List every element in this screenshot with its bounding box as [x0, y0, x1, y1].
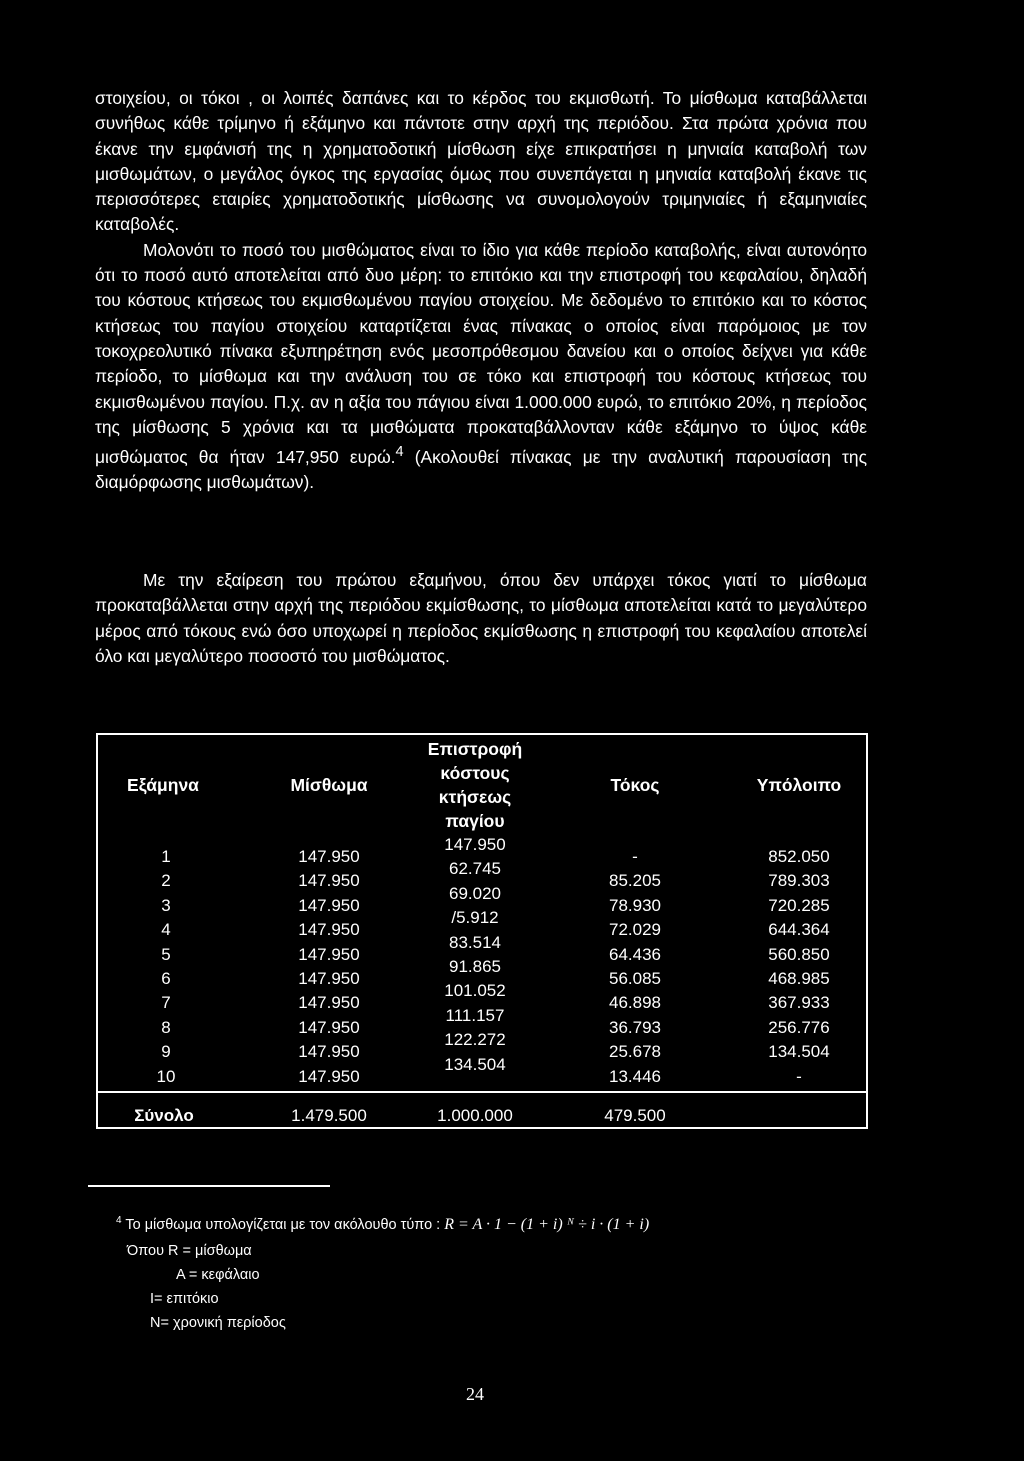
interest-cell: 46.898 [609, 993, 661, 1013]
period-cell: 1 [161, 847, 171, 866]
interest-cell: 72.029 [609, 920, 661, 940]
repayment-cell: /5.912 [451, 908, 499, 928]
repayment-cell: 62.745 [449, 859, 501, 879]
balance-cell: 134.504 [768, 1042, 830, 1062]
period-cell: 10 [156, 1066, 176, 1086]
payment-cell: 147.950 [298, 1066, 360, 1086]
paragraph-intro [95, 86, 867, 496]
period-cell: 4 [161, 920, 171, 940]
repayment-cell: 122.272 [444, 1030, 506, 1050]
payment-cell: 147.950 [298, 920, 360, 940]
total-interest: 479.500 [604, 1106, 666, 1125]
header-interest: Τόκος [610, 775, 660, 795]
paragraph-text: (Ακολουθεί πίνακας με την αναλυτική παρουσίαση της διαμόρφωσης μισθωμάτων). [95, 446, 867, 493]
footnote-formula: R = A · 1 − (1 + i) ᴺ ÷ i · (1 + i) [444, 1215, 650, 1233]
balance-cell: 367.933 [768, 993, 830, 1013]
payment-cell: 147.950 [298, 968, 360, 988]
header-balance: Υπόλοιπο [756, 775, 842, 795]
footnote-divider [88, 1185, 330, 1187]
period-cell: 5 [161, 944, 171, 964]
header-periods: Εξάμηνα [127, 775, 199, 795]
interest-cell: 36.793 [609, 1017, 661, 1037]
column-balance [744, 845, 854, 1089]
interest-cell: 85.205 [609, 871, 661, 891]
footnote-text: Το μίσθωμα υπολογίζεται με τον ακόλουθο τύπο : [125, 1216, 441, 1233]
paragraph-text: Με την εξαίρεση του πρώτου εξαμήνου, όπου δεν υπάρχει τόκος γιατί το μίσθωμα προκαταβάλλεται στην αρχή της περιόδου εκμίσθωσης, το μίσθωμα αποτελείται κατά το μεγαλύτερο μέρος από τόκους ενώ όσο υποχωρεί η περίοδος εκμίσθωσης η επιστροφή του κεφαλαίου αποτελεί όλο και μεγαλύτερο ποσοστό του μισθώματος. [95, 570, 867, 666]
paragraph-exception [95, 568, 867, 669]
header-repayment: Επιστροφή κόστους κτήσεως παγίου [427, 739, 523, 831]
repayment-cell: 83.514 [449, 932, 501, 952]
period-cell: 2 [161, 871, 171, 891]
interest-cell: 78.930 [609, 895, 661, 915]
interest-cell: - [632, 847, 638, 866]
interest-cell: 13.446 [609, 1066, 661, 1086]
period-cell: 3 [161, 895, 171, 915]
repayment-cell: 111.157 [445, 1005, 505, 1025]
header-payment: Μίσθωμα [290, 775, 368, 795]
paragraph-text: στοιχείου, οι τόκοι , οι λοιπές δαπάνες και το κέρδος του εκμισθωτή. Το μίσθωμα καταβάλλεται συνήθως κάθε τρίμηνο ή εξάμηνο και πάντοτε στην αρχή της περιόδου. Στα πρώτα χρόνια που έκανε την εμφάνισή της η χρηματοδοτική μίσθωση είχε επικρατήσει η μηνιαία καταβολή των μισθωμάτων, ο μεγάλος όγκος της εργασίας όμως που συνεπάγεται η μηνιαία καταβολή έκανε τις περισσότερες εταιρίες χρηματοδοτικής μίσθωσης να συνομολογούν τριμηνιαίες ή εξαμηνιαίες καταβολές. [95, 88, 867, 235]
payment-cell: 147.950 [298, 1042, 360, 1062]
payment-cell: 147.950 [298, 871, 360, 891]
repayment-cell: 101.052 [444, 981, 506, 1001]
column-repayments [416, 833, 534, 1077]
footnote-def-n: N= χρονική περίοδος [150, 1315, 286, 1331]
footnote-where: Όπου R = μίσθωμα [127, 1243, 252, 1259]
footnote-ref: 4 [395, 444, 404, 461]
footnote-def-i: I= επιτόκιο [150, 1291, 219, 1307]
paragraph-text: Μολονότι το ποσό του μισθώματος είναι το ίδιο για κάθε περίοδο καταβολής, είναι αυτονόητο ότι το ποσό αυτό αποτελείται από δυο μέρη: το επιτόκιο και την επιστροφή του κεφαλαίου, δηλαδή του κόστους κτήσεως του εκμισθωμένου παγίου στοιχείου. Με δεδομένο το επιτόκιο και το κόστος κτήσεως του παγίου στοιχείου καταρτίζεται ένας πίνακας ο οποίος είναι παρόμοιος με τον τοκοχρεολυτικό πίνακα εξυπηρέτηση ενός μεσοπρόθεσμου δανείου και ο οποίος δείχνει για κάθε περίοδο, το μίσθωμα και την ανάλυση του σε τόκο και επιστροφή του κόστους κτήσεως του εκμισθωμένου παγίου. Π.χ. αν η αξία του πάγιου είναι 1.000.000 ευρώ, το επιτόκιο 20%, η περίοδος της μίσθωσης 5 χρόνια και τα μισθώματα προκαταβάλλονταν κάθε εξάμηνο το ύψος κάθε μισθώματος θα ήταν 147,950 ευρώ. [95, 239, 867, 467]
total-label: Σύνολο [134, 1106, 194, 1125]
balance-cell: 720.285 [768, 895, 830, 915]
lease-schedule-table [96, 733, 868, 1133]
payment-cell: 147.950 [298, 993, 360, 1013]
footnote-number: 4 [116, 1215, 122, 1226]
period-cell: 9 [161, 1042, 171, 1062]
period-cell: 7 [161, 993, 171, 1013]
payment-cell: 147.950 [298, 847, 360, 866]
column-interest [580, 845, 690, 1089]
footnote-def-a: A = κεφάλαιο [176, 1267, 260, 1283]
balance-cell: - [796, 1066, 802, 1086]
repayment-cell: 69.020 [449, 883, 501, 903]
repayment-cell: 91.865 [449, 956, 501, 976]
balance-cell: 789.303 [768, 871, 830, 891]
column-payments [274, 845, 384, 1089]
balance-cell: 644.364 [768, 920, 830, 940]
period-cell: 8 [161, 1017, 171, 1037]
interest-cell: 25.678 [609, 1042, 661, 1062]
total-payments: 1.479.500 [291, 1106, 367, 1125]
period-cell: 6 [161, 968, 171, 988]
interest-cell: 56.085 [609, 968, 661, 988]
payment-cell: 147.950 [298, 944, 360, 964]
balance-cell: 560.850 [768, 944, 830, 964]
repayment-cell: 147.950 [444, 835, 506, 854]
page-number: 24 [466, 1384, 484, 1404]
balance-cell: 468.985 [768, 968, 830, 988]
balance-cell: 852.050 [768, 847, 830, 866]
payment-cell: 147.950 [298, 895, 360, 915]
total-repayments: 1.000.000 [437, 1106, 513, 1125]
repayment-cell: 134.504 [444, 1054, 506, 1074]
balance-cell: 256.776 [768, 1017, 830, 1037]
interest-cell: 64.436 [609, 944, 661, 964]
payment-cell: 147.950 [298, 1017, 360, 1037]
footnote-line [116, 1212, 649, 1234]
column-periods [136, 845, 196, 1089]
